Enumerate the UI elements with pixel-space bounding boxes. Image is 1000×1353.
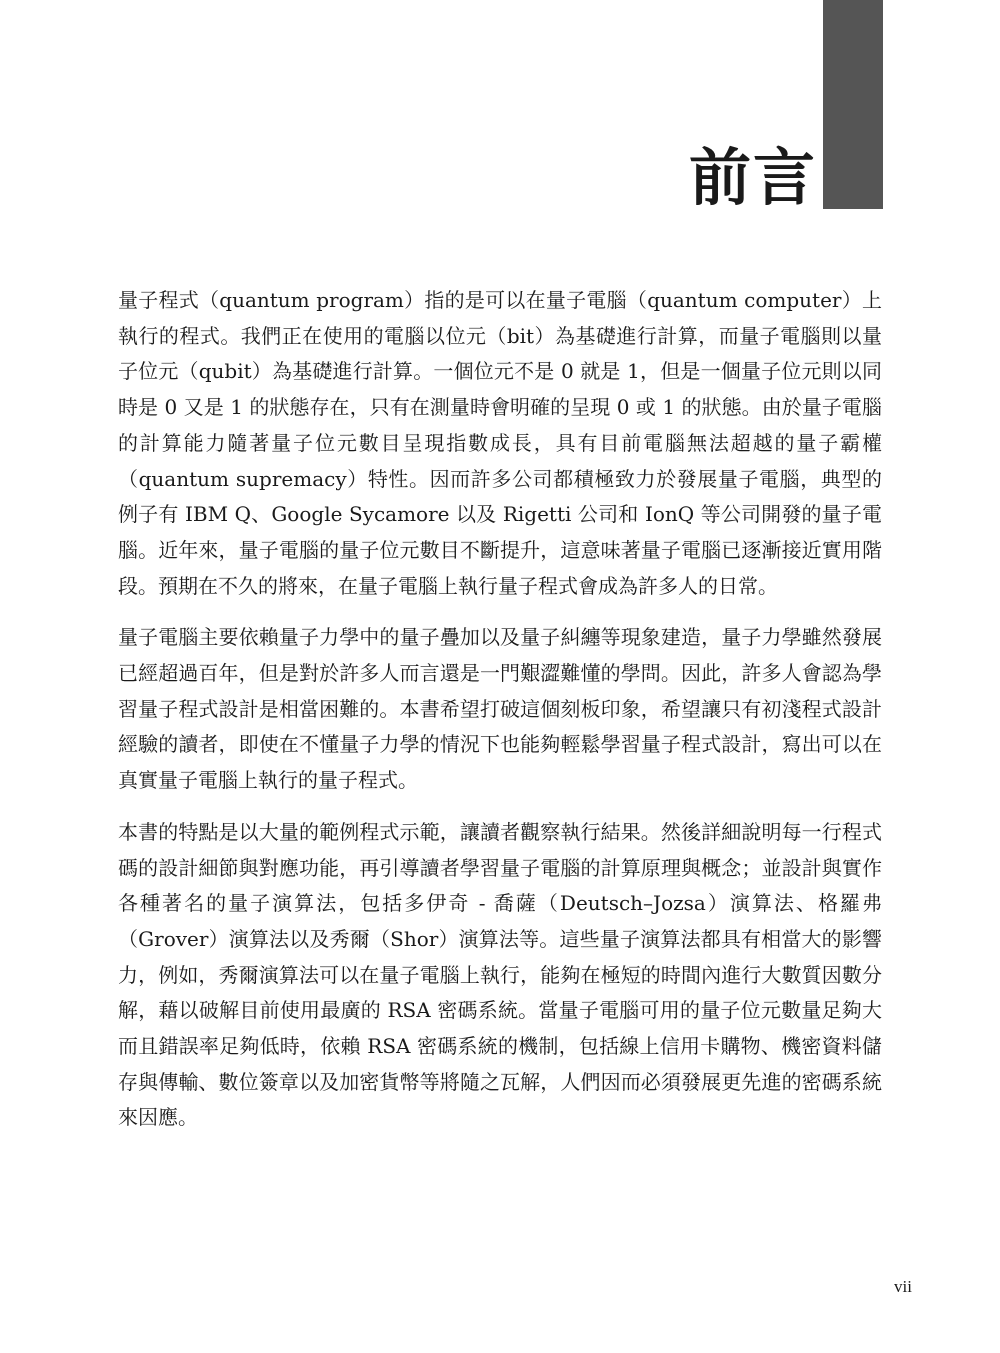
page-number: vii <box>894 1277 912 1296</box>
chapter-tab-bar <box>823 0 883 209</box>
paragraph-2: 量子電腦主要依賴量子力學中的量子疊加以及量子糾纏等現象建造，量子力學雖然發展已經超過百年，但是對於許多人而言還是一門艱澀難懂的學問。因此，許多人會認為學習量子程式設計是相當困難的。本書希望打破這個刻板印象，希望讓只有初淺程式設計經驗的讀者，即使在不懂量子力學的情況下也能夠輕鬆學習量子程式設計，寫出可以在真實量子電腦上執行的量子程式。 <box>118 625 882 793</box>
body-text <box>118 283 882 1152</box>
chapter-title: 前言 <box>688 141 817 214</box>
paragraph-1: 量子程式（quantum program）指的是可以在量子電腦（quantum computer）上執行的程式。我們正在使用的電腦以位元（bit）為基礎進行計算，而量子電腦則以量子位元（qubit）為基礎進行計算。一個位元不是 0 就是 1，但是一個量子位元則以同時是 0 又是 1 的狀態存在，只有在測量時會明確的呈現 0 或 1 的狀態。由於量子電腦的計算能力隨著量子位元數目呈現指數成長，具有目前電腦無法超越的量子霸權（quantum supremacy）特性。因而許多公司都積極致力於發展量子電腦，典型的例子有 IBM Q、Google Sycamore 以及 Rigetti 公司和 IonQ 等公司開發的量子電腦。近年來，量子電腦的量子位元數目不斷提升，這意味著量子電腦已逐漸接近實用階段。預期在不久的將來，在量子電腦上執行量子程式會成為許多人的日常。 <box>118 288 882 598</box>
paragraph-3: 本書的特點是以大量的範例程式示範，讓讀者觀察執行結果。然後詳細說明每一行程式碼的設計細節與對應功能，再引導讀者學習量子電腦的計算原理與概念；並設計與實作各種著名的量子演算法，包括多伊奇 - 喬薩（Deutsch–Jozsa）演算法、格羅弗（Grover）演算法以及秀爾（Shor）演算法等。這些量子演算法都具有相當大的影響力，例如，秀爾演算法可以在量子電腦上執行，能夠在極短的時間內進行大數質因數分解，藉以破解目前使用最廣的 RSA 密碼系統。當量子電腦可用的量子位元數量足夠大而且錯誤率足夠低時，依賴 RSA 密碼系統的機制，包括線上信用卡購物、機密資料儲存與傳輸、數位簽章以及加密貨幣等將隨之瓦解，人們因而必須發展更先進的密碼系統來因應。 <box>118 819 882 1130</box>
